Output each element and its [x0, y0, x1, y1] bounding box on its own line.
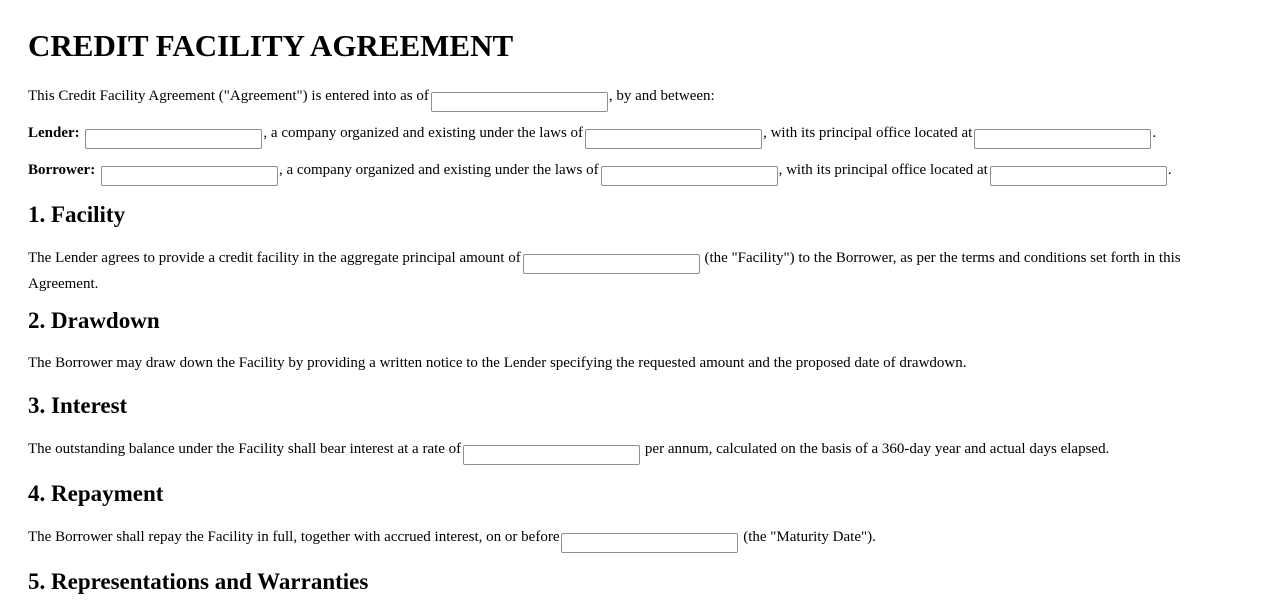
maturity-date-input[interactable]: [561, 533, 738, 553]
repayment-text: The Borrower shall repay the Facility in full, together with accrued interest, on or before: [28, 529, 560, 545]
interest-rate-input[interactable]: [463, 445, 640, 465]
borrower-address-input[interactable]: [990, 166, 1167, 186]
borrower-jurisdiction-input[interactable]: [601, 166, 778, 186]
section-heading-representations: 5. Representations and Warranties: [28, 569, 369, 594]
borrower-name-input[interactable]: [101, 166, 278, 186]
agreement-date-input[interactable]: [431, 92, 608, 112]
intro-text-end: , by and between:: [608, 88, 715, 104]
interest-paragraph: [28, 439, 1250, 465]
repayment-paragraph: [28, 527, 1250, 553]
lender-label: Lender:: [28, 125, 80, 141]
section-heading-interest: 3. Interest: [28, 393, 128, 418]
borrower-end-period: .: [1167, 162, 1172, 178]
interest-text-end: per annum, calculated on the basis of a 360-day year and actual days elapsed.: [644, 441, 1110, 457]
facility-text-end: (the "Facility") to the Borrower, as per the terms and conditions set forth in this Agreement.: [28, 250, 1181, 292]
interest-text: The outstanding balance under the Facility shall bear interest at a rate of: [28, 441, 462, 457]
lender-end-period: .: [1152, 125, 1157, 141]
repayment-text-end: (the "Maturity Date").: [743, 529, 876, 545]
facility-paragraph: [28, 248, 1250, 294]
section-heading-facility: 1. Facility: [28, 202, 126, 227]
section-heading-repayment: 4. Repayment: [28, 481, 164, 506]
lender-address-input[interactable]: [974, 129, 1151, 149]
intro-text: This Credit Facility Agreement ("Agreement") is entered into as of: [28, 88, 429, 104]
lender-text-laws: , a company organized and existing under the laws of: [263, 125, 584, 141]
borrower-line: [28, 160, 1250, 186]
borrower-label: Borrower:: [28, 162, 96, 178]
facility-text: The Lender agrees to provide a credit facility in the aggregate principal amount of: [28, 250, 521, 266]
borrower-text-office: , with its principal office located at: [778, 162, 988, 178]
lender-name-input[interactable]: [85, 129, 262, 149]
document-title: CREDIT FACILITY AGREEMENT: [28, 28, 514, 63]
lender-line: [28, 123, 1250, 149]
lender-jurisdiction-input[interactable]: [585, 129, 762, 149]
section-heading-drawdown: 2. Drawdown: [28, 308, 160, 333]
intro-paragraph: [28, 86, 1250, 112]
drawdown-paragraph: The Borrower may draw down the Facility by providing a written notice to the Lender specifying the requested amount and the proposed date of drawdown.: [28, 355, 967, 371]
facility-amount-input[interactable]: [523, 254, 700, 274]
lender-text-office: , with its principal office located at: [763, 125, 973, 141]
borrower-text-laws: , a company organized and existing under the laws of: [278, 162, 599, 178]
